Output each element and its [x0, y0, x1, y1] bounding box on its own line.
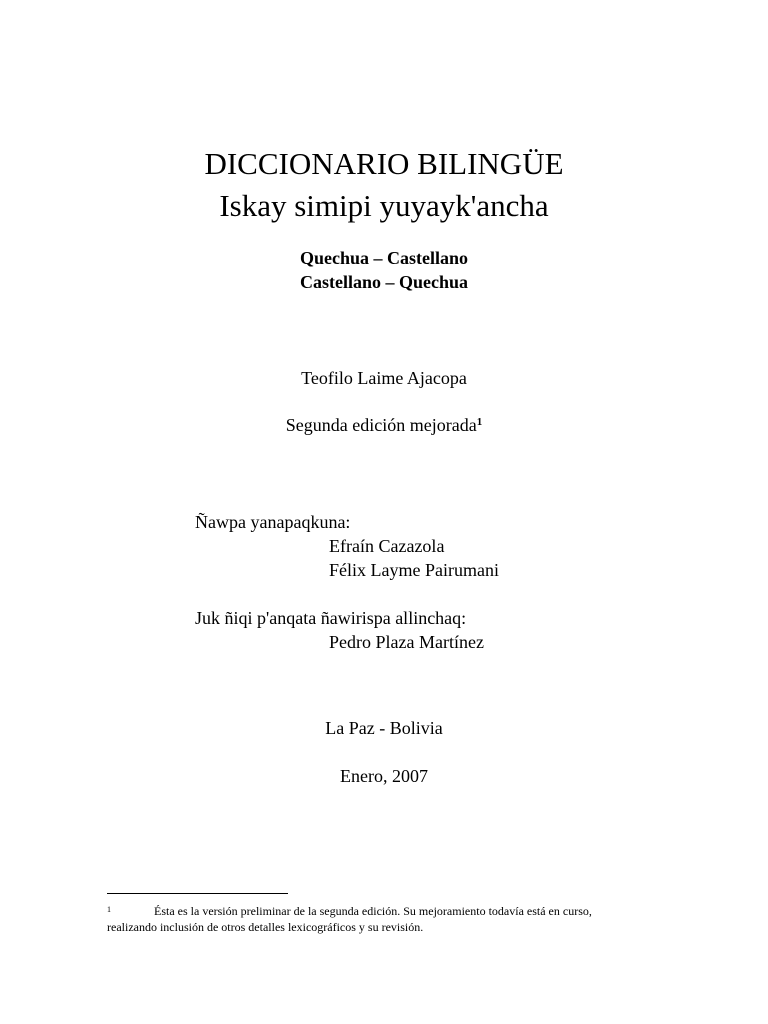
footnote-mark: 1 [107, 905, 111, 914]
reviewer-name: Pedro Plaza Martínez [329, 632, 484, 652]
footnote-text-1: Ésta es la versión preliminar de la segunda edición. Su mejoramiento todavía está en curso, [154, 904, 592, 918]
publication-place: La Paz - Bolivia [325, 718, 443, 738]
footnote-line-1 [107, 903, 592, 919]
collaborators-label: Ñawpa yanapaqkuna: [195, 512, 351, 532]
title-line-1: DICCIONARIO BILINGÜE [204, 146, 564, 181]
title-line-2: Iskay simipi yuyayk'ancha [219, 188, 549, 223]
author-name: Teofilo Laime Ajacopa [301, 368, 467, 388]
reviewer-label: Juk ñiqi p'anqata ñawirispa allinchaq: [195, 608, 467, 628]
edition-text: Segunda edición mejorada [285, 415, 477, 435]
subtitle-line-1: Quechua – Castellano [299, 248, 468, 268]
footnote-divider [107, 893, 288, 894]
collaborator-name: Efraín Cazazola [329, 536, 445, 556]
subtitle-line-2: Castellano – Quechua [299, 272, 468, 292]
footnote-reference: 1 [476, 416, 483, 428]
edition-line [0, 413, 768, 437]
publication-date: Enero, 2007 [340, 766, 428, 786]
footnote-line-2: realizando inclusión de otros detalles lexicográficos y su revisión. [107, 920, 424, 934]
collaborator-name: Félix Layme Pairumani [329, 560, 499, 580]
